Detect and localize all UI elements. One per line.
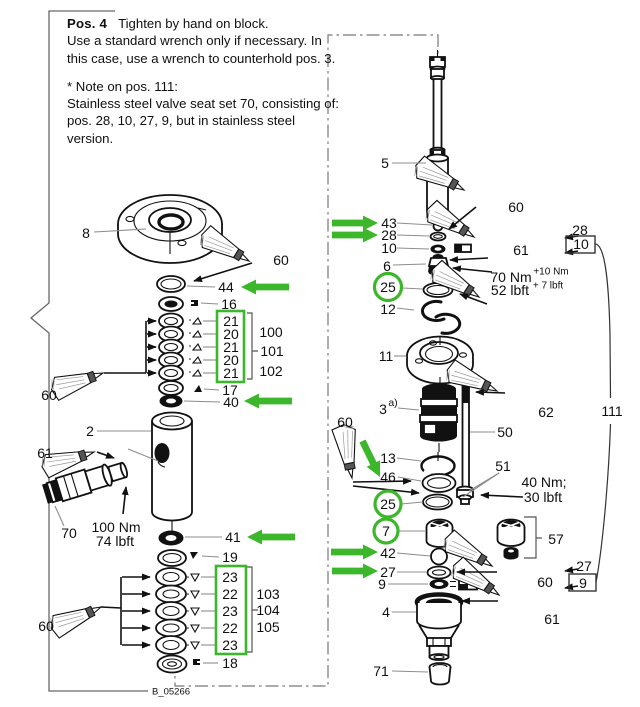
part-8-flange	[118, 195, 222, 263]
part-label-22-b: 22	[222, 620, 238, 636]
part-label-50: 50	[497, 424, 513, 440]
part-16-seal	[159, 297, 198, 311]
part-label-43: 43	[381, 215, 397, 231]
note-line-3: this case, use a wrench to counterhold pos. 3.	[67, 50, 336, 66]
seal-orientation-icons	[187, 574, 199, 649]
part-label-3: 3	[379, 401, 387, 417]
part-label-23-c: 23	[222, 637, 238, 653]
seal-ring	[156, 636, 186, 654]
part-label-tq52p: + 7 lbft	[532, 280, 564, 292]
part-label-25-a: 25	[380, 279, 396, 295]
part-label-21-a: 21	[223, 313, 239, 329]
part-41-ring	[159, 531, 184, 546]
seal-orientation-icon	[194, 385, 202, 392]
part-label-21-c: 21	[223, 365, 239, 381]
part-label-18: 18	[222, 655, 238, 671]
part-28-oring	[431, 233, 446, 241]
part-label-101: 101	[260, 343, 284, 359]
note-line-2: Use a standard wrench only if necessary. In	[67, 33, 322, 49]
seal-orientation-icons	[189, 318, 201, 376]
part-label-60-c: 60	[38, 618, 54, 634]
group-bracket-57	[524, 517, 542, 558]
part-label-tq74: 74 lbft	[95, 533, 135, 549]
part-label-3a: a)	[388, 397, 398, 409]
note-line-1: Pos. 4 Tighten by hand on block.	[67, 16, 269, 31]
grease-tube-icon	[47, 596, 106, 640]
part-12-snap-rings	[422, 301, 459, 333]
part-label-ref10: 10	[573, 236, 589, 252]
part-label-60-d: 60	[508, 199, 524, 215]
part-label-100: 100	[259, 324, 283, 340]
green-arrow-44	[241, 280, 289, 295]
part-44-oring	[157, 276, 185, 292]
green-highlights	[216, 216, 402, 655]
part-label-41: 41	[225, 529, 241, 545]
grease-tube-icon	[331, 423, 364, 480]
part-label-61-b: 61	[513, 242, 529, 258]
instruction-note	[67, 15, 343, 147]
part-label-70: 70	[61, 525, 77, 541]
part-label-111: 111	[601, 403, 623, 419]
part-label-105: 105	[256, 619, 280, 635]
part-label-40: 40	[223, 394, 239, 410]
green-arrow-40	[244, 394, 292, 409]
part-label-62: 62	[538, 404, 554, 420]
part-19-ring	[158, 550, 198, 566]
label-leaders-left	[55, 229, 222, 663]
part-5-piston-rod	[427, 50, 448, 220]
part-42-ball	[431, 549, 447, 565]
part-18-ring	[158, 656, 201, 673]
part-4-valve-body	[417, 595, 461, 661]
part-label-57: 57	[548, 531, 564, 547]
green-arrow-28	[332, 228, 378, 243]
part-label-61-c: 61	[544, 611, 560, 627]
note-pos4: Pos. 4	[67, 16, 108, 31]
seal-ring	[156, 586, 186, 603]
part-label-13: 13	[380, 450, 396, 466]
part-10-seal	[431, 245, 472, 254]
part-label-12: 12	[380, 301, 396, 317]
part-40-ring	[160, 395, 183, 408]
part-label-71: 71	[373, 663, 389, 679]
part-label-44: 44	[218, 279, 234, 295]
part-label-102: 102	[259, 363, 283, 379]
part-label-5: 5	[381, 155, 389, 171]
part-label-ref9: 9	[579, 575, 587, 591]
part-label-22-a: 22	[222, 586, 238, 602]
part-label-ref28: 28	[572, 222, 588, 238]
part-label-21-b: 21	[223, 339, 239, 355]
note-line-4: * Note on pos. 111:	[67, 78, 178, 94]
seal-ring	[159, 366, 183, 381]
part-label-17: 17	[222, 382, 238, 398]
part-50-stay-bolt	[463, 383, 470, 491]
part-label-tq70p: +10 Nm	[533, 266, 569, 278]
part-label-103: 103	[256, 586, 280, 602]
part-label-6: 6	[383, 258, 391, 274]
part-label-tq40: 40 Nm;	[521, 474, 567, 490]
part-label-60-e: 60	[337, 414, 353, 430]
part-label-2: 2	[86, 423, 94, 439]
seal-orientation-icon	[190, 552, 198, 559]
part-label-ref27: 27	[576, 558, 592, 574]
part-label-23-b: 23	[222, 603, 238, 619]
part-25-oring-lower	[423, 495, 452, 510]
part-label-23-a: 23	[222, 569, 238, 585]
part-label-16: 16	[221, 296, 237, 312]
group-bracket-100-102	[247, 313, 258, 379]
part-13-snap-ring	[422, 452, 455, 476]
part-label-25-b: 25	[380, 496, 396, 512]
part-17-ring	[159, 381, 202, 395]
note-line-6: pos. 28, 10, 27, 9, but in stainless steel version.	[67, 113, 295, 146]
part-label-11: 11	[378, 348, 394, 364]
part-label-51: 51	[495, 458, 511, 474]
green-arrow-42	[331, 545, 378, 560]
part-label-60-f: 60	[537, 574, 553, 590]
part-label-104: 104	[256, 602, 280, 618]
part-label-tq30: 30 lbft	[523, 489, 563, 505]
part-57-valve-set	[498, 517, 543, 560]
seal-ring	[156, 620, 186, 637]
part-46-oring	[423, 474, 456, 492]
part-label-drawing-id: B_05266	[152, 686, 191, 698]
part-label-42: 42	[380, 545, 396, 561]
part-3-piston	[420, 384, 457, 453]
part-27-oring	[428, 567, 451, 579]
part-2-cylinder	[152, 413, 192, 532]
part-label-10: 10	[381, 240, 397, 256]
part-label-tq100: 100 Nm	[91, 519, 141, 535]
part-label-4: 4	[382, 604, 390, 620]
part-label-27: 27	[380, 564, 396, 580]
part-label-8: 8	[82, 225, 90, 241]
part-71-cup	[430, 663, 451, 685]
green-arrow-43	[332, 216, 378, 231]
part-label-28: 28	[381, 227, 397, 243]
grease-tube-icon	[422, 199, 480, 248]
part-label-46: 46	[380, 469, 396, 485]
green-arrow-27	[332, 564, 378, 579]
part-label-9: 9	[378, 576, 386, 592]
part-label-61-a: 61	[37, 445, 53, 461]
seal-ring	[156, 602, 186, 620]
seal-ring	[156, 568, 186, 586]
part-label-60-b: 60	[41, 387, 57, 403]
green-arrow-41	[247, 530, 295, 545]
part-21-20-seal-stack	[159, 314, 201, 381]
part-label-7: 7	[382, 523, 390, 539]
part-label-20-a: 20	[223, 326, 239, 342]
part-label-tq52: 52 lbft	[490, 282, 530, 298]
part-label-60-a: 60	[273, 252, 289, 268]
part-23-22-seal-stack	[156, 568, 199, 654]
part-label-19: 19	[222, 549, 238, 565]
part-label-tq70: 70 Nm	[490, 269, 532, 285]
part-label-20-b: 20	[223, 352, 239, 368]
note-line-5: Stainless steel valve seat set 70, consisting of:	[67, 96, 339, 112]
